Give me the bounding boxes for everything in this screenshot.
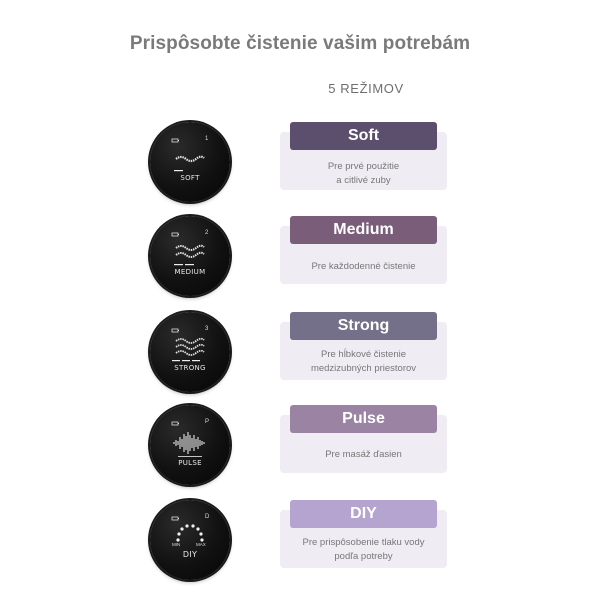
mode-number: P xyxy=(205,419,210,425)
mode-number: 2 xyxy=(205,230,209,236)
mode-number: D xyxy=(205,514,210,520)
mode-row-strong xyxy=(0,312,600,392)
dial-label: DIY xyxy=(182,550,198,559)
min-label: MIN xyxy=(172,542,181,547)
wave-icon xyxy=(150,312,230,392)
mode-row-soft xyxy=(0,122,600,202)
mode-description-medium: Pre každodenné čistenie xyxy=(311,261,416,272)
mode-dial-medium xyxy=(150,216,230,296)
dial-label: PULSE xyxy=(178,459,202,467)
dial-label: STRONG xyxy=(174,364,206,372)
wave-icon xyxy=(150,216,230,296)
modes-count-heading: 5 REŽIMOV xyxy=(328,81,404,96)
pulse-waveform-icon xyxy=(150,405,230,485)
mode-row-medium xyxy=(0,216,600,296)
mode-badge-strong: Strong xyxy=(290,312,437,340)
dial-label: SOFT xyxy=(180,174,200,182)
mode-badge-pulse: Pulse xyxy=(290,405,437,433)
mode-row-diy xyxy=(0,500,600,580)
mode-row-pulse xyxy=(0,405,600,485)
page-title: Prispôsobte čistenie vašim potrebám xyxy=(129,33,471,54)
mode-badge-medium: Medium xyxy=(290,216,437,244)
max-label: MAX xyxy=(196,542,206,547)
mode-badge-diy: DIY xyxy=(290,500,437,528)
mode-description-strong: Pre hĺbkové čistenie medzizubných priestorov xyxy=(310,349,417,374)
dial-label: MEDIUM xyxy=(174,268,206,276)
mode-dial-soft xyxy=(150,122,230,202)
mode-description-soft: Pre prvé použitie a citlivé zuby xyxy=(327,161,400,186)
mode-dial-strong xyxy=(150,312,230,392)
mode-description-diy: Pre prispôsobenie tlaku vody podľa potreby xyxy=(302,537,425,562)
mode-number: 3 xyxy=(205,326,209,332)
mode-description-pulse: Pre masáž ďasien xyxy=(325,449,402,460)
level-dots-icon xyxy=(150,500,230,580)
wave-icon xyxy=(150,122,230,202)
mode-dial-diy xyxy=(150,500,230,580)
mode-badge-soft: Soft xyxy=(290,122,437,150)
mode-number: 1 xyxy=(205,136,209,142)
mode-dial-pulse xyxy=(150,405,230,485)
